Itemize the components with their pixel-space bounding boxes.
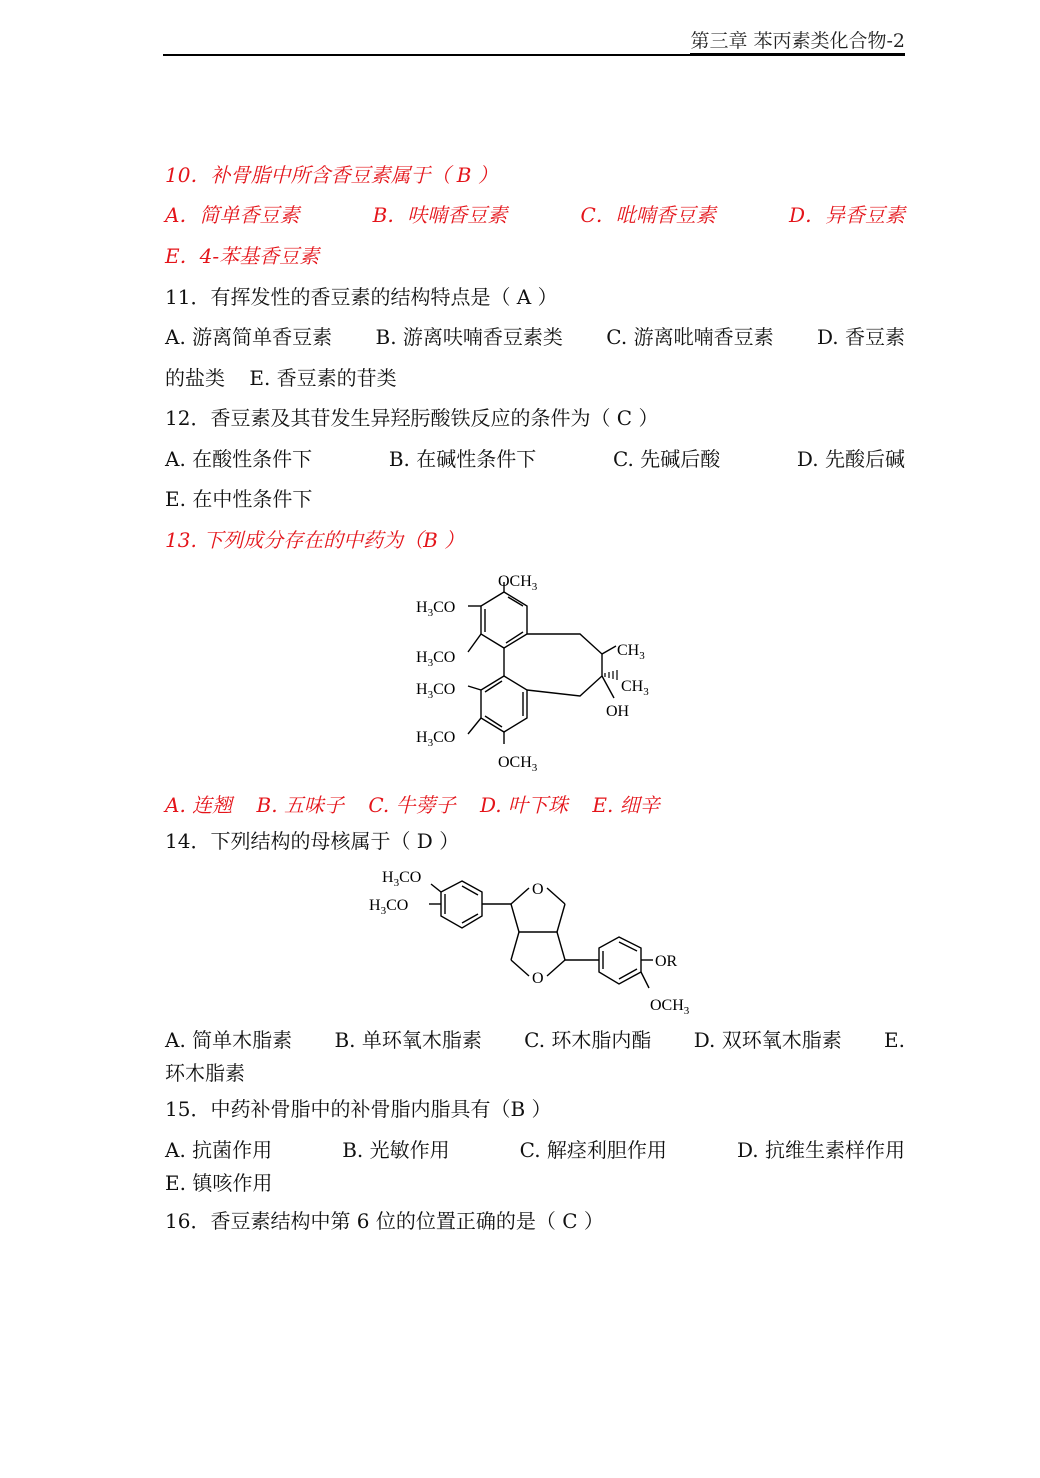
q13-label-och3-bottom: $OCH_3$: [498, 754, 538, 774]
q14-label-o-bottom: O: [532, 970, 544, 987]
q12-option-a: A. 在酸性条件下: [165, 447, 313, 471]
q13-stem: 13. 下列成分存在的中药为（B ）: [165, 528, 465, 552]
q10-option-e: E．4-苯基香豆素: [165, 244, 320, 268]
header-title: 第三章 苯丙素类化合物-2: [690, 30, 905, 52]
q13-structure-diagram: [410, 568, 660, 778]
q15-option-e: E. 镇咳作用: [165, 1171, 273, 1195]
q14-structure-diagram: [365, 862, 710, 1022]
q14-option-e-cont: 环木脂素: [165, 1061, 245, 1085]
q14-option-d: D. 双环氧木脂素: [693, 1028, 842, 1052]
q13-label-h3co-3: $H_3CO$: [416, 681, 456, 701]
q15-stem: 15．中药补骨脂中的补骨脂内脂具有（B ）: [165, 1097, 552, 1121]
q11-option-d: D. 香豆素: [816, 325, 905, 349]
q13-option-d: D. 叶下珠: [479, 793, 569, 817]
q11-option-a: A. 游离简单香豆素: [165, 325, 333, 349]
q12-option-b: B. 在碱性条件下: [388, 447, 537, 471]
q11-option-c: C. 游离吡喃香豆素: [606, 325, 774, 349]
q11-option-b: B. 游离呋喃香豆素类: [375, 325, 563, 349]
q12-option-e: E. 在中性条件下: [165, 487, 313, 511]
q10-option-c: C．吡喃香豆素: [580, 203, 716, 227]
q13-label-oh: OH: [606, 703, 630, 720]
q15-option-b: B. 光敏作用: [342, 1138, 450, 1162]
page-header: [163, 28, 905, 56]
q13-label-och3-top: $OCH_3$: [498, 573, 538, 593]
q14-option-c: C. 环木脂内酯: [524, 1028, 652, 1052]
q11-options-line2: [165, 365, 397, 391]
q15-option-c: C. 解痉利胆作用: [519, 1138, 667, 1162]
q10-options: [165, 202, 905, 228]
q15-option-d: D. 抗维生素样作用: [736, 1138, 905, 1162]
q15-option-a: A. 抗菌作用: [165, 1138, 273, 1162]
q13-option-e: E. 细辛: [592, 793, 660, 817]
q11-options: [165, 324, 905, 350]
q11-stem: 11．有挥发性的香豆素的结构特点是（ A ）: [165, 285, 558, 309]
q13-option-c: C. 牛蒡子: [368, 793, 456, 817]
q14-label-or: OR: [655, 953, 678, 970]
q12-options: [165, 446, 905, 472]
q14-stem: 14．下列结构的母核属于（ D ）: [165, 829, 460, 853]
q10-stem: 10．补骨脂中所含香豆素属于（ B ）: [165, 163, 498, 187]
q14-option-a: A. 简单木脂素: [165, 1028, 293, 1052]
q13-label-h3co-2: $H_3CO$: [416, 649, 456, 669]
q13-label-ch3-2: $CH_3$: [621, 678, 649, 698]
q14-option-e: E.: [884, 1028, 905, 1052]
q12-option-c: C. 先碱后酸: [612, 447, 721, 471]
q13-option-b: B. 五味子: [256, 793, 344, 817]
q11-option-d-cont: 的盐类: [165, 366, 225, 390]
q10-option-d: D．异香豆素: [788, 203, 905, 227]
q13-label-h3co-1: $H_3CO$: [416, 599, 456, 619]
q14-label-h3co-2: $H_3CO$: [369, 897, 409, 917]
q14-label-o-top: O: [532, 881, 544, 898]
q14-option-b: B. 单环氧木脂素: [334, 1028, 482, 1052]
q13-label-ch3-1: $CH_3$: [617, 642, 645, 662]
q12-stem: 12．香豆素及其苷发生异羟肟酸铁反应的条件为（ C ）: [165, 406, 659, 430]
q13-options: [165, 792, 660, 818]
q12-option-d: D. 先酸后碱: [796, 447, 905, 471]
q14-label-h3co-1: $H_3CO$: [382, 869, 422, 889]
q15-options: [165, 1137, 905, 1163]
q16-stem: 16．香豆素结构中第 6 位的位置正确的是（ C ）: [165, 1209, 604, 1233]
q11-option-e: E. 香豆素的苷类: [249, 366, 397, 390]
q10-option-a: A．简单香豆素: [165, 203, 300, 227]
q14-label-och3: $OCH_3$: [650, 997, 690, 1017]
q14-options: [165, 1027, 905, 1053]
q13-label-h3co-4: $H_3CO$: [416, 729, 456, 749]
q10-option-b: B．呋喃香豆素: [372, 203, 508, 227]
q13-option-a: A. 连翘: [165, 793, 233, 817]
